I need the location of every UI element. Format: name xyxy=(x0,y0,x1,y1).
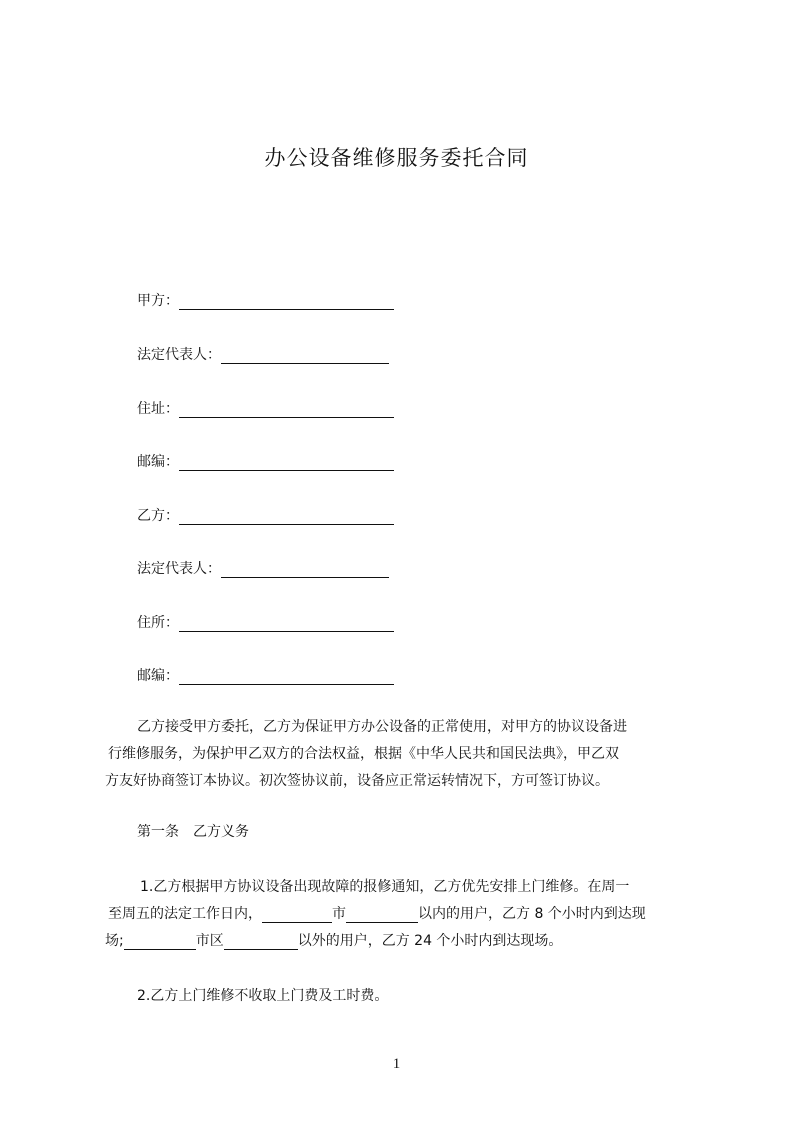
party-a-representative-field xyxy=(137,346,389,364)
page-number: 1 xyxy=(392,1056,401,1072)
party-a-address-blank xyxy=(179,403,394,418)
party-a-address-label: 住址： xyxy=(137,401,179,417)
clause-1-line-3-text-b: 市区 xyxy=(195,933,224,949)
clause-1-line-3-text-c: 以外的用户，乙方 24 个小时内到达现场。 xyxy=(297,933,563,949)
party-b-postcode-label: 邮编： xyxy=(137,668,179,684)
article-1-heading: 第一条 乙方义务 xyxy=(137,824,249,840)
clause-1-line-3 xyxy=(105,928,697,955)
clause-1-line-2-text-a: 至周五的法定工作日内， xyxy=(108,906,262,922)
party-b-label: 乙方： xyxy=(137,508,179,524)
party-b-representative-label: 法定代表人： xyxy=(137,561,221,577)
clause-1-paragraph xyxy=(105,874,697,955)
clause-2: 2.乙方上门维修不收取上门费及工时费。 xyxy=(137,988,389,1004)
clause-1-line-2-text-b: 市 xyxy=(332,906,346,922)
city-blank-2 xyxy=(346,907,418,923)
party-b-representative-blank xyxy=(221,563,389,578)
clause-1-line-1: 1.乙方根据甲方协议设备出现故障的报修通知，乙方优先安排上门维修。在周一 xyxy=(140,879,630,895)
party-b-field xyxy=(137,507,394,525)
party-b-representative-field xyxy=(137,560,389,578)
city-blank-3 xyxy=(124,934,196,950)
party-a-postcode-blank xyxy=(179,456,394,471)
party-a-field xyxy=(137,292,394,310)
party-a-address-field xyxy=(137,400,394,418)
party-a-representative-blank xyxy=(221,349,389,364)
city-blank-4 xyxy=(224,934,298,950)
party-a-blank xyxy=(179,295,394,310)
party-a-label: 甲方： xyxy=(137,293,179,309)
intro-paragraph xyxy=(105,714,697,795)
intro-line-3: 方友好协商签订本协议。初次签协议前，设备应正常运转情况下，方可签订协议。 xyxy=(105,773,609,789)
document-title: 办公设备维修服务委托合同 xyxy=(264,146,529,170)
clause-1-line-2 xyxy=(105,901,697,928)
party-b-residence-blank xyxy=(179,617,394,632)
party-a-representative-label: 法定代表人： xyxy=(137,347,221,363)
clause-1-line-3-text-a: 场; xyxy=(105,933,124,949)
party-b-residence-field xyxy=(137,614,394,632)
party-b-blank xyxy=(179,510,394,525)
party-a-postcode-label: 邮编： xyxy=(137,454,179,470)
intro-line-2: 行维修服务，为保护甲乙双方的合法权益，根据《中华人民共和国民法典》，甲乙双 xyxy=(108,746,619,762)
party-a-postcode-field xyxy=(137,453,394,471)
party-b-postcode-blank xyxy=(179,670,394,685)
party-b-residence-label: 住所： xyxy=(137,615,179,631)
city-blank-1 xyxy=(262,907,332,923)
clause-1-line-2-text-c: 以内的用户，乙方 8 个小时内到达现 xyxy=(418,906,646,922)
party-b-postcode-field xyxy=(137,667,394,685)
intro-line-1: 乙方接受甲方委托，乙方为保证甲方办公设备的正常使用，对甲方的协议设备进 xyxy=(137,719,627,735)
